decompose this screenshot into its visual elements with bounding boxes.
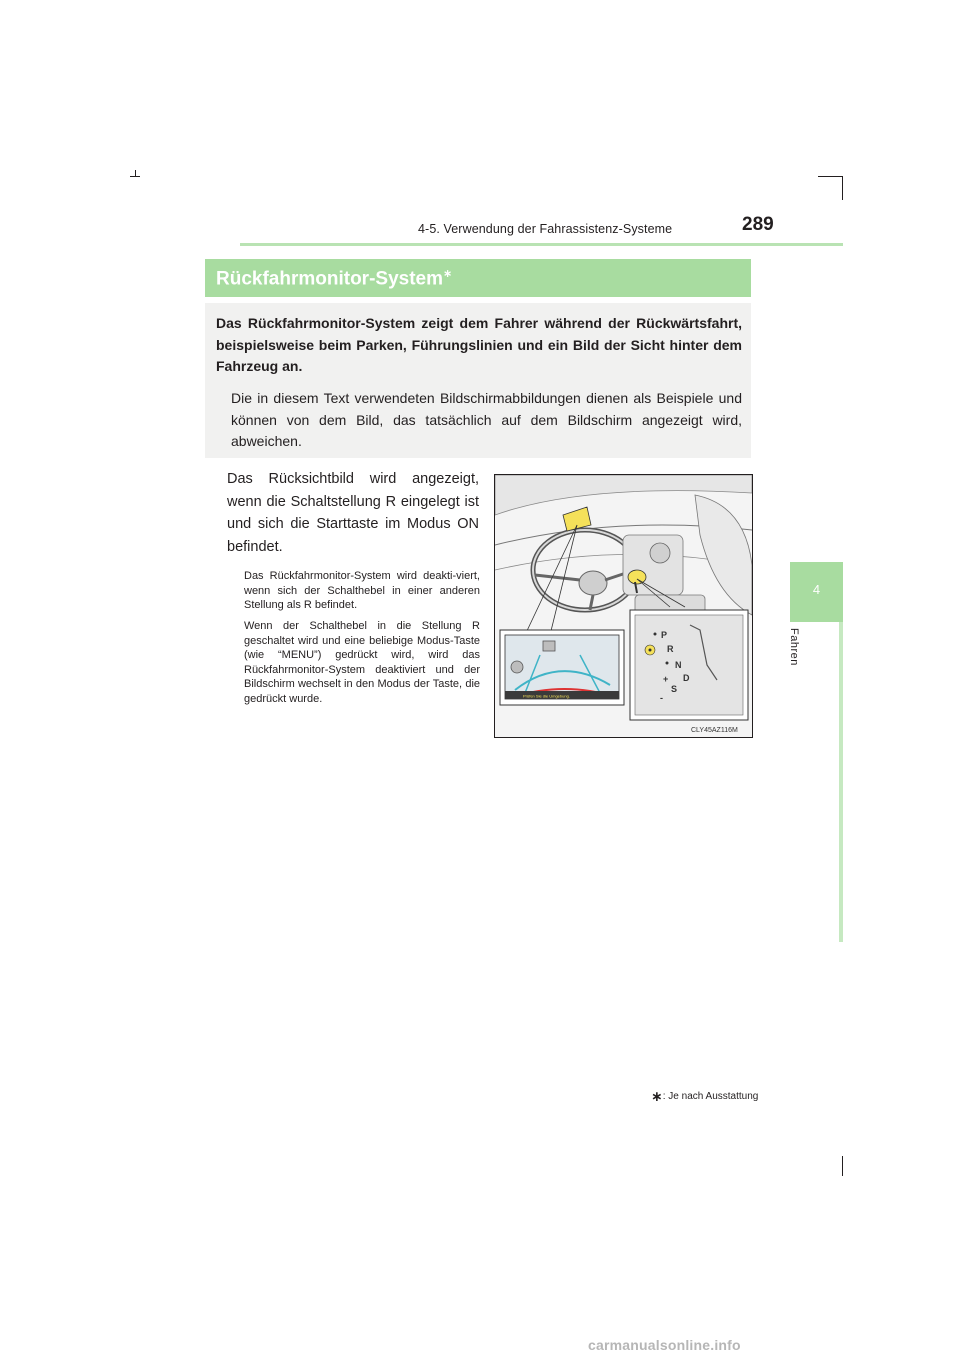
intro-bold-text: Das Rückfahrmonitor-System zeigt dem Fahrer während der Rückwärtsfahrt, beispielsweise beim Parken, Führungslinien und ein Bild der Sicht hinter dem Fahrzeug an.: [216, 315, 742, 374]
gear-d-label: D: [683, 673, 690, 683]
gear-n-label: N: [675, 660, 682, 670]
section-header: 4-5. Verwendung der Fahrassistenz-Systeme: [418, 222, 673, 236]
intro-box: [205, 303, 751, 458]
dashboard-drawing: [495, 475, 752, 737]
dashboard-illustration: [494, 474, 753, 738]
chapter-number: 4: [812, 582, 821, 597]
crop-mark: [842, 1156, 843, 1176]
screen-caution-text: Prüfen Sie die Umgebung.: [523, 693, 570, 699]
crop-mark: [130, 176, 140, 177]
note-paragraph-1: Das Rückfahrmonitor-System wird deakti-viert, wenn sich der Schalthebel in einer anderen Stellung als R befindet.: [244, 570, 480, 611]
footnote-text: : Je nach Ausstattung: [662, 1091, 759, 1102]
crop-mark: [818, 176, 843, 177]
note-paragraph-2: Wenn der Schalthebel in die Stellung R geschaltet wird und eine beliebige Modus-Taste (wie “MENU”) gedrückt wird, wird das Rückfahrmonitor-System deaktiviert und der Bildschirm wechselt in den Modus der Taste, die gedrückt wurde.: [244, 620, 480, 705]
intro-note-text: Die in diesem Text verwendeten Bildschirmabbildungen dienen als Beispiele und können von dem Bild, das tatsächlich auf dem Bildschirm angezeigt wird, abweichen.: [231, 390, 742, 449]
gear-r-label: R: [667, 644, 674, 654]
gear-plus-label: +: [663, 674, 669, 684]
asterisk-marker: ∗: [443, 268, 453, 280]
gear-p-label: P: [661, 630, 668, 640]
crop-mark: [135, 170, 136, 176]
chapter-rule: [839, 622, 843, 942]
figure-code: CLY45AZ116M: [691, 727, 738, 734]
chapter-tab: [790, 562, 843, 622]
asterisk-icon: ∗: [651, 1088, 663, 1104]
footnote: [651, 1088, 758, 1105]
chapter-label: Fahren: [788, 628, 800, 666]
gear-s-label: S: [671, 684, 678, 694]
watermark: carmanualsonline.info: [588, 1337, 741, 1353]
crop-mark: [842, 176, 843, 200]
page-number: 289: [742, 214, 774, 235]
header-rule: [240, 243, 843, 246]
section-title: Rückfahrmonitor-System∗: [216, 268, 453, 290]
section-title-bar: [205, 259, 751, 297]
gear-minus-label: -: [660, 693, 663, 703]
body-paragraph: Das Rücksichtbild wird angezeigt, wenn die Schaltstellung R eingelegt ist und sich die Starttaste im Modus ON befindet.: [227, 471, 479, 555]
